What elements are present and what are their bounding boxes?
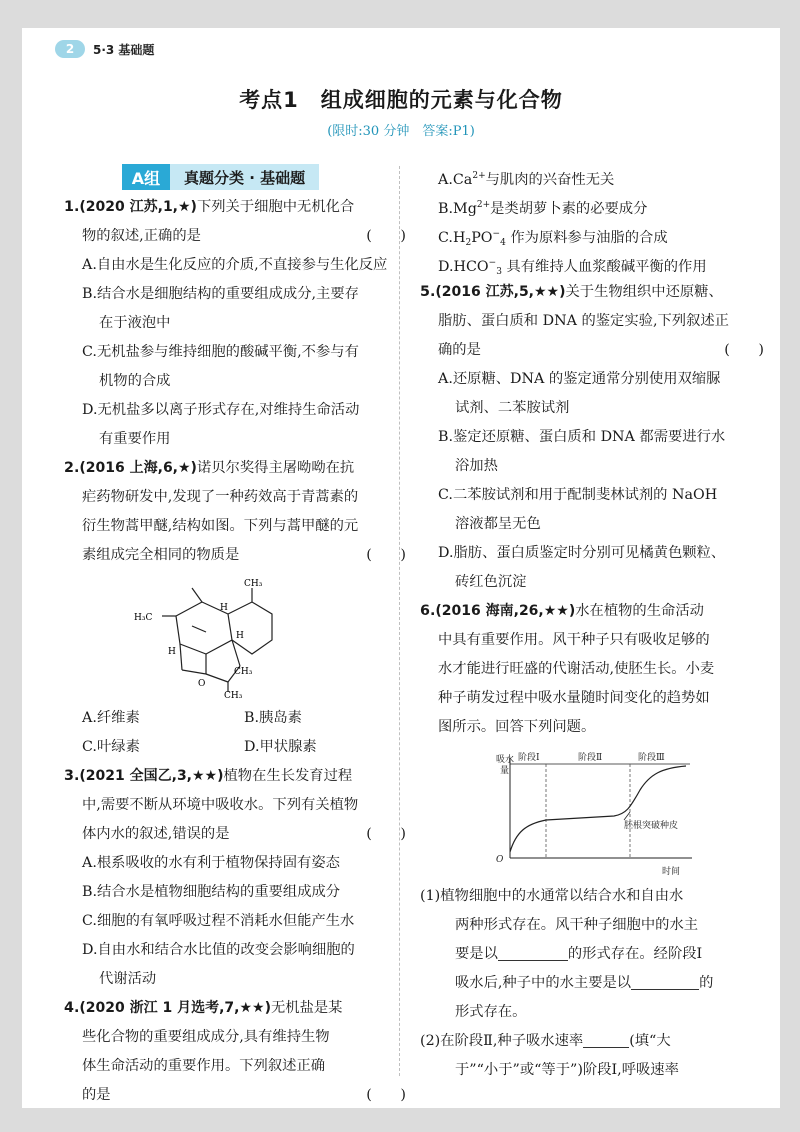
option-b: B.结合水是细胞结构的重要组成成分,主要存: [82, 286, 359, 302]
question-source: (2020 浙江 1 月选考,7,★★): [79, 1000, 271, 1016]
answer-blank-2[interactable]: [631, 972, 699, 990]
question-number: 1.: [64, 199, 80, 215]
answer-parenthesis: ( ): [366, 1087, 406, 1103]
question-6: 6.(2016 海南,26,★★)水在植物的生命活动 中具有重要作用。风干种子只有吸收足够的 水才能进行旺盛的代谢活动,使胚生长。小麦 种子萌发过程中吸水量随时间变化的趋势如 图所示。回答下列问题。 吸水 量 O 时间 阶段Ⅰ 阶段Ⅱ 阶段Ⅲ 胚根突破种皮 (1)植物细胞中的水通常以结合水和自由水 两种形式存在。风干种子细胞中的水主 要是以 的形式存在。经阶段Ⅰ 吸水后,种子中的水主要是以 的 形式存在。 (2)在阶段Ⅱ,种子吸水速率 (填“大 于”“小于”或“等于”)阶段Ⅰ,呼吸速率: [420, 597, 764, 1085]
option-a: A.纤维素: [82, 710, 140, 726]
answer-parenthesis: ( ): [366, 547, 406, 563]
series-title: 5·3 基础题: [93, 42, 155, 57]
water-absorption-curve: [510, 766, 686, 852]
option-d: D.自由水和结合水比值的改变会影响细胞的: [82, 942, 355, 958]
question-4: 4.(2020 浙江 1 月选考,7,★★)无机盐是某 些化合物的重要组成成分,具有维持生物 体生命活动的重要作用。下列叙述正确 的是 ( ): [64, 994, 406, 1110]
label-ch3-top: CH₃: [244, 579, 263, 589]
origin-label: O: [496, 855, 504, 865]
right-column: [420, 162, 764, 1085]
artemether-structure-diagram: [132, 574, 282, 698]
stage-label-3: 阶段Ⅲ: [638, 753, 665, 763]
label-ch3-bottom: CH₃: [224, 691, 243, 698]
option-b: B.胰岛素: [244, 710, 302, 726]
question-stem: 5.(2016 江苏,5,★★)关于生物组织中还原糖、: [420, 284, 723, 300]
left-column: [64, 162, 406, 1110]
question-2: 2.(2016 上海,6,★)诺贝尔奖得主屠呦呦在抗 疟药物研发中,发现了一种药效高于青蒿素的 衍生物蒿甲醚,结构如图。下列与蒿甲醚的元 素组成完全相同的物质是 ( ) CH₃ H₃C H H H CH₃ O CH₃ A.纤维素 B.胰岛素 C.叶绿素 D.甲状腺素: [64, 454, 406, 762]
stage-label-1: 阶段Ⅰ: [518, 753, 540, 763]
group-label: 真题分类 · 基础题: [170, 164, 319, 190]
option-a: $A.Ca^{2+}$与肌肉的兴奋性无关: [438, 171, 615, 188]
question-number: 4.: [64, 1000, 80, 1016]
option-b: B.鉴定还原糖、蛋白质和 DNA 都需要进行水: [438, 429, 726, 445]
answer-parenthesis: ( ): [366, 228, 406, 244]
option-d: D.甲状腺素: [244, 739, 317, 755]
option-c: $C.H_2PO^-_4$ 作为原料参与油脂的合成: [438, 229, 668, 248]
question-number: 5.: [420, 284, 436, 300]
answer-parenthesis: ( ): [366, 826, 406, 842]
question-source: (2016 海南,26,★★): [435, 603, 576, 619]
label-h1: H: [220, 603, 228, 613]
question-1: 1.(2020 江苏,1,★)下列关于细胞中无机化合 物的叙述,正确的是 ( ) A.自由水是生化反应的介质,不直接参与生化反应 B.结合水是细胞结构的重要组成成分,主要存 在于液泡中 C.无机盐参与维持细胞的酸碱平衡,不参与有 机物的合成 D.无机盐多以离子形式存在,对维持生命活动 有重要作用: [64, 193, 406, 454]
annotation-label: 胚根突破种皮: [624, 821, 679, 831]
water-absorption-chart: [494, 750, 694, 876]
option-c: C.叶绿素: [82, 739, 140, 755]
option-a: A.还原糖、DNA 的鉴定通常分别使用双缩脲: [438, 371, 721, 387]
option-d: $D.HCO^-_3$ 具有维持人血浆酸碱平衡的作用: [438, 258, 707, 277]
option-b: $B.Mg^{2+}$是类胡萝卜素的必要成分: [438, 200, 648, 217]
option-d: D.脂肪、蛋白质鉴定时分别可见橘黄色颗粒、: [438, 545, 726, 561]
question-4-options: [420, 162, 764, 278]
question-number: 2.: [64, 460, 80, 476]
answer-blank-1[interactable]: [498, 943, 568, 961]
question-stem: 4.(2020 浙江 1 月选考,7,★★)无机盐是某: [64, 1000, 343, 1016]
option-b: B.结合水是植物细胞结构的重要组成成分: [82, 884, 341, 900]
time-limit-note: (限时:30 分钟 答案:P1): [327, 124, 475, 139]
option-c: C.细胞的有氧呼吸过程不消耗水但能产生水: [82, 913, 355, 929]
question-stem: 3.(2021 全国乙,3,★★)植物在生长发育过程: [64, 768, 353, 784]
option-a: A.根系吸收的水有利于植物保持固有姿态: [82, 855, 340, 871]
y-axis-label-part2: 量: [500, 766, 510, 776]
group-heading: [122, 162, 406, 192]
annotation-pointer: [624, 812, 630, 820]
question-source: (2016 上海,6,★): [79, 460, 197, 476]
stage-label-2: 阶段Ⅱ: [578, 753, 603, 763]
option-c: C.无机盐参与维持细胞的酸碱平衡,不参与有: [82, 344, 359, 360]
label-h3: H: [168, 647, 176, 657]
question-5: 5.(2016 江苏,5,★★)关于生物组织中还原糖、 脂肪、蛋白质和 DNA 的鉴定实验,下列叙述正 确的是 ( ) A.还原糖、DNA 的鉴定通常分别使用双缩脲 试剂、二苯胺试剂 B.鉴定还原糖、蛋白质和 DNA 都需要进行水 浴加热 C.二苯胺试剂和用于配制斐林试剂的 NaOH 溶液都呈无色 D.脂肪、蛋白质鉴定时分别可见橘黄色颗粒、 砖红色沉淀: [420, 278, 764, 597]
question-source: (2021 全国乙,3,★★): [79, 768, 224, 784]
option-c: C.二苯胺试剂和用于配制斐林试剂的 NaOH: [438, 487, 718, 503]
question-source: (2016 江苏,5,★★): [435, 284, 566, 300]
sub-question-1: (1)植物细胞中的水通常以结合水和自由水: [420, 888, 684, 904]
worksheet-page: [22, 28, 780, 1108]
label-ch3-mid: CH₃: [234, 667, 253, 677]
question-stem: 6.(2016 海南,26,★★)水在植物的生命活动: [420, 603, 704, 619]
question-source: (2020 江苏,1,★): [79, 199, 197, 215]
x-axis-label: 时间: [662, 867, 681, 876]
option-d: D.无机盐多以离子形式存在,对维持生命活动: [82, 402, 360, 418]
page-title: 考点1 组成细胞的元素与化合物: [239, 88, 563, 112]
page-number: 2: [55, 40, 85, 58]
y-axis-label-part1: 吸水: [496, 755, 515, 765]
molecule-bonds: [162, 588, 272, 692]
answer-blank-3[interactable]: [583, 1030, 629, 1048]
page-header: [55, 40, 154, 58]
answer-parenthesis: ( ): [724, 342, 764, 358]
question-stem: 2.(2016 上海,6,★)诺贝尔奖得主屠呦呦在抗: [64, 460, 355, 476]
group-badge: A组: [122, 164, 170, 190]
question-stem: 1.(2020 江苏,1,★)下列关于细胞中无机化合: [64, 199, 355, 215]
label-h3c: H₃C: [134, 613, 153, 623]
label-h2: H: [236, 631, 244, 641]
question-3: 3.(2021 全国乙,3,★★)植物在生长发育过程 中,需要不断从环境中吸收水。下列有关植物 体内水的叙述,错误的是 ( ) A.根系吸收的水有利于植物保持固有姿态 B.结合水是植物细胞结构的重要组成成分 C.细胞的有氧呼吸过程不消耗水但能产生水 D.自由水和结合水比值的改变会影响细胞的 代谢活动: [64, 762, 406, 994]
question-number: 6.: [420, 603, 436, 619]
option-a: A.自由水是生化反应的介质,不直接参与生化反应: [82, 257, 388, 273]
label-o: O: [198, 679, 206, 689]
sub-question-2: (2)在阶段Ⅱ,种子吸水速率 (填“大: [420, 1027, 764, 1056]
question-number: 3.: [64, 768, 80, 784]
